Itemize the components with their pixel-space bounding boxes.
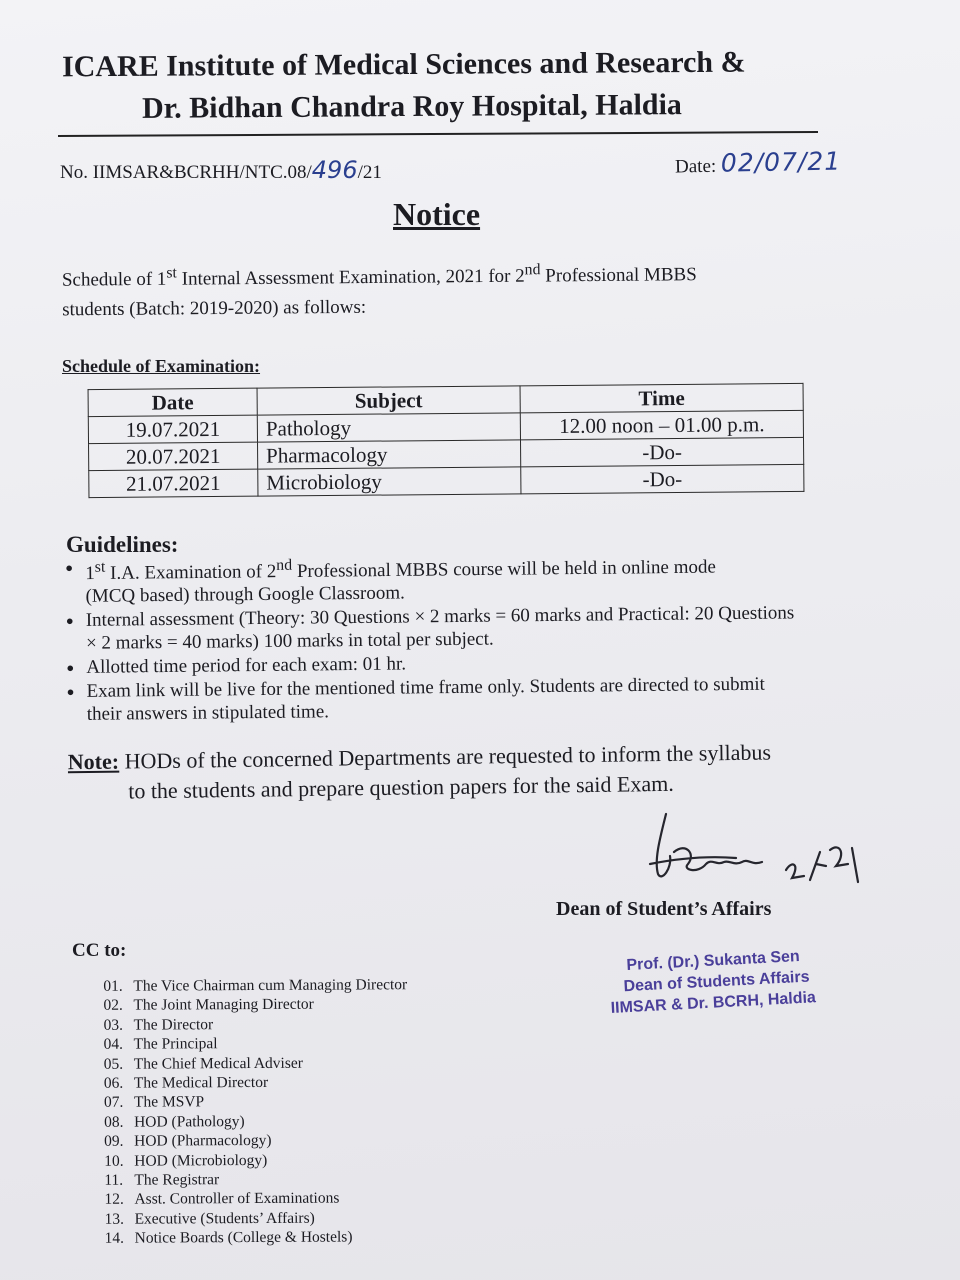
cc-text: The Principal [133,1035,218,1053]
table-row [89,464,804,497]
cc-num: 07. [103,1094,124,1112]
stamp-line-1: Prof. (Dr.) Sukanta Sen [626,947,801,975]
g1-text-3: Professional MBBS course will be held in online mode [292,556,717,582]
reference-number [60,156,382,184]
row-subject: Microbiology [258,467,521,496]
cc-text: HOD (Microbiology) [134,1151,268,1170]
list-item [103,995,407,1016]
cc-num: 09. [104,1132,124,1151]
cc-text: Executive (Students’ Affairs) [134,1209,315,1228]
cc-text: The Joint Managing Director [133,996,314,1015]
cc-text: The Director [133,1016,214,1034]
cc-num: 11. [104,1171,124,1189]
list-item [105,1227,409,1248]
signature-caption: Dean of Student’s Affairs [556,898,772,920]
list-item [104,1111,408,1132]
intro-sup-2: nd [524,261,541,279]
list-item [104,1053,408,1074]
dean-stamp [608,945,816,1019]
cc-text: The Vice Chairman cum Managing Director [133,976,408,995]
list-item [104,1092,408,1113]
g2-line-1: Internal assessment (Theory: 30 Questions × 2 marks = 60 marks and Practical: 20 Questions [85,602,795,632]
schedule-table [88,383,805,498]
intro-text-3: Professional MBBS [540,264,697,287]
note-line-2: to the students and prepare question papers for the said Exam. [128,770,674,804]
list-item [104,1072,408,1093]
cc-text: The Chief Medical Adviser [133,1054,303,1073]
intro-line-2: students (Batch: 2019-2020) as follows: [62,297,367,321]
g4-line-2: their answers in stipulated time. [86,701,330,726]
note-label: Note: [67,748,120,775]
cc-text: The MSVP [133,1093,205,1112]
g1-line-2: (MCQ based) through Google Classroom. [85,582,405,608]
list-item [104,1150,408,1171]
cc-text: HOD (Pharmacology) [134,1132,272,1150]
row-date: 19.07.2021 [88,415,257,443]
cc-num: 08. [104,1113,124,1131]
cc-num: 03. [103,1016,123,1034]
intro-text-2: Internal Assessment Examination, 2021 for 2 [176,265,525,290]
row-date: 20.07.2021 [89,442,258,470]
list-item [105,1208,409,1229]
row-date: 21.07.2021 [89,469,258,497]
cc-text: HOD (Pathology) [134,1112,245,1131]
date-label: Date: [674,155,717,178]
row-time: 12.00 noon – 01.00 p.m. [520,410,803,439]
g3-text: Allotted time period for each exam: 01 hr. [86,653,407,679]
hospital-name: Dr. Bidhan Chandra Roy Hospital, Haldia [141,88,682,125]
list-item [66,601,836,655]
cc-text: The Medical Director [133,1073,269,1092]
g1-text-2: I.A. Examination of 2 [105,561,277,584]
cc-text: Asst. Controller of Examinations [134,1190,340,1209]
notice-date [675,147,842,179]
reference-handwritten-number: 496 [311,156,358,184]
cc-num: 10. [104,1152,124,1170]
cc-text: Notice Boards (College & Hostels) [134,1228,353,1247]
column-header-date: Date [88,388,257,416]
note-paragraph [68,737,829,808]
cc-num: 05. [103,1055,124,1073]
cc-num: 13. [104,1210,124,1228]
row-subject: Pharmacology [258,440,521,469]
cc-num: 12. [104,1191,124,1209]
row-time: -Do- [520,437,803,466]
stamp-line-2: Dean of Students Affairs [623,968,810,996]
row-subject: Pathology [257,413,520,442]
cc-num: 02. [103,997,123,1015]
column-header-time: Time [520,383,803,412]
dean-signature [640,808,890,908]
cc-title: CC to: [72,940,127,961]
guidelines-list [65,548,837,727]
header-rule [58,131,818,137]
column-header-subject: Subject [257,386,520,415]
cc-num: 14. [104,1229,125,1248]
intro-sup-1: st [166,264,177,282]
list-item [65,548,836,608]
intro-text-1: Schedule of 1 [61,268,167,291]
note-line-1: HODs of the concerned Departments are requested to inform the syllabus [118,739,772,774]
g2-line-2: × 2 marks = 40 marks) 100 marks in total per subject. [85,628,494,655]
intro-paragraph [62,253,833,326]
schedule-label: Schedule of Examination: [62,356,261,376]
reference-suffix: /21 [357,162,382,183]
notice-title: Notice [393,196,481,232]
list-item [104,1189,408,1210]
cc-list [103,975,408,1248]
g1-text-1: 1 [85,563,95,585]
cc-text: The Registrar [134,1171,220,1189]
list-item [66,672,836,726]
list-item [103,975,407,996]
institute-name: ICARE Institute of Medical Sciences and Research & [61,45,746,84]
row-time: -Do- [521,464,804,493]
cc-num: 01. [103,977,123,995]
list-item [104,1033,408,1054]
list-item [104,1130,408,1151]
cc-num: 06. [103,1074,124,1092]
list-item [103,1014,407,1035]
date-handwritten: 02/07/21 [720,146,842,178]
g1-sup-2: nd [276,556,293,574]
g1-sup-1: st [94,558,106,576]
list-item [104,1169,408,1190]
stamp-line-3: IIMSAR & Dr. BCRH, Haldia [610,989,817,1017]
reference-prefix: No. IIMSAR&BCRHH/NTC.08/ [60,162,312,183]
guidelines-title: Guidelines: [66,532,179,557]
g4-line-1: Exam link will be live for the mentioned time frame only. Students are directed to submit [86,674,766,703]
cc-num: 04. [103,1035,124,1054]
